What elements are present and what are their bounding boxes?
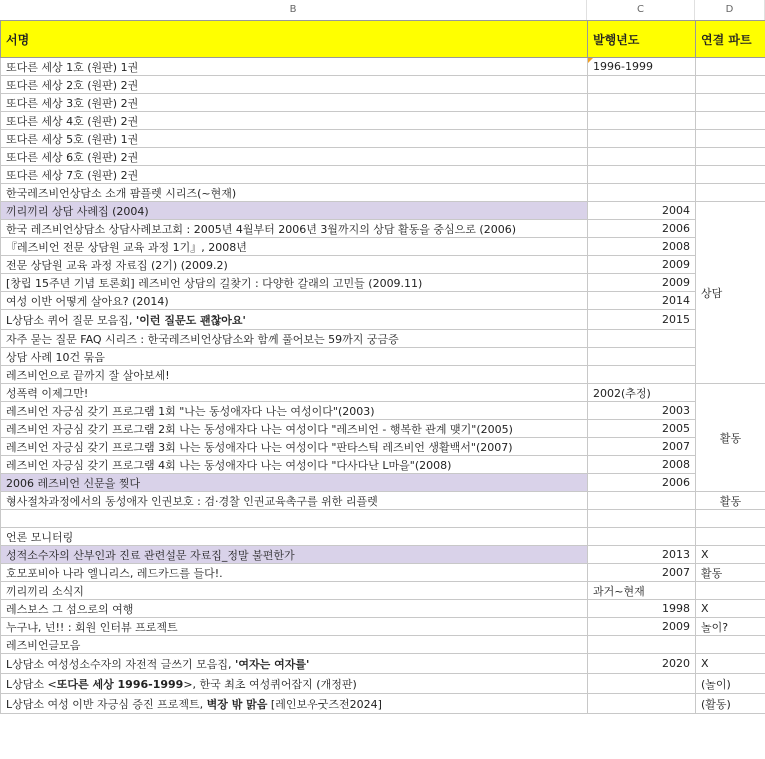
table-row bbox=[1, 166, 765, 184]
table-row bbox=[1, 674, 765, 694]
table-row bbox=[1, 238, 765, 256]
title-cell[interactable]: 한국 레즈비언상담소 상담사례보고회 : 2005년 4월부터 2006년 3월까지의 상담 활동을 중심으로 (2006) bbox=[1, 220, 588, 238]
year-cell[interactable] bbox=[588, 674, 696, 694]
part-cell[interactable] bbox=[696, 130, 765, 148]
table-row bbox=[1, 402, 765, 420]
column-header-c[interactable]: C bbox=[587, 0, 695, 20]
year-cell[interactable]: 2015 bbox=[588, 310, 696, 330]
title-cell[interactable] bbox=[1, 510, 588, 528]
part-cell[interactable] bbox=[696, 636, 765, 654]
table-row bbox=[1, 220, 765, 238]
table-row bbox=[1, 492, 765, 510]
title-cell[interactable]: L상담소 여성 이반 자긍심 증진 프로젝트, 벽장 밖 맑음 [레인보우굿즈전2024] bbox=[1, 694, 588, 714]
part-cell[interactable] bbox=[696, 582, 765, 600]
title-cell[interactable]: 끼리끼리 상담 사례집 (2004) bbox=[1, 202, 588, 220]
year-cell[interactable]: 2002(추정) bbox=[588, 384, 696, 402]
table-row bbox=[1, 256, 765, 274]
year-cell[interactable]: 1998 bbox=[588, 600, 696, 618]
column-header-d[interactable]: D bbox=[695, 0, 765, 20]
part-cell[interactable]: 놀이? bbox=[696, 618, 765, 636]
year-cell[interactable]: 2009 bbox=[588, 274, 696, 292]
year-cell[interactable] bbox=[588, 130, 696, 148]
year-cell[interactable]: 2003 bbox=[588, 402, 696, 420]
table-row bbox=[1, 694, 765, 714]
part-cell[interactable] bbox=[696, 112, 765, 130]
table-row bbox=[1, 420, 765, 438]
year-cell[interactable]: 2005 bbox=[588, 420, 696, 438]
title-cell[interactable]: 레즈비언 자긍심 갖기 프로그램 1회 "나는 동성애자다 나는 여성이다"(2003) bbox=[1, 402, 588, 420]
part-cell-counsel[interactable]: 상담 bbox=[696, 202, 765, 384]
header-part-cell[interactable]: 연결 파트 bbox=[696, 21, 765, 58]
title-cell[interactable]: L상담소 퀴어 질문 모음집, '이런 질문도 괜찮아요' bbox=[1, 310, 588, 330]
title-cell[interactable]: 성폭력 이제그만! bbox=[1, 384, 588, 402]
year-cell[interactable] bbox=[588, 528, 696, 546]
header-row bbox=[1, 21, 765, 58]
table-row bbox=[1, 654, 765, 674]
part-cell[interactable]: 활동 bbox=[696, 492, 765, 510]
year-cell[interactable] bbox=[588, 510, 696, 528]
title-cell[interactable]: 여성 이반 어떻게 살아요? (2014) bbox=[1, 292, 588, 310]
year-cell[interactable]: 2013 bbox=[588, 546, 696, 564]
year-cell[interactable]: 2006 bbox=[588, 474, 696, 492]
title-cell[interactable]: 또다른 세상 5호 (원판) 1권 bbox=[1, 130, 588, 148]
table-row bbox=[1, 202, 765, 220]
part-cell[interactable]: X bbox=[696, 654, 765, 674]
part-cell[interactable] bbox=[696, 528, 765, 546]
title-cell[interactable]: L상담소 여성성소수자의 자전적 글쓰기 모음집, '여자는 여자를' bbox=[1, 654, 588, 674]
title-cell[interactable]: 레스보스 그 섬으로의 여행 bbox=[1, 600, 588, 618]
table-row bbox=[1, 636, 765, 654]
table-row bbox=[1, 582, 765, 600]
header-year-cell[interactable]: 발행년도 bbox=[588, 21, 696, 58]
table-row bbox=[1, 112, 765, 130]
year-cell[interactable] bbox=[588, 94, 696, 112]
title-cell[interactable]: 또다른 세상 7호 (원판) 2권 bbox=[1, 166, 588, 184]
year-cell[interactable] bbox=[588, 366, 696, 384]
year-cell[interactable]: 2008 bbox=[588, 238, 696, 256]
table-row bbox=[1, 510, 765, 528]
title-cell[interactable]: 누구냐, 넌!! : 회원 인터뷰 프로젝트 bbox=[1, 618, 588, 636]
data-table bbox=[0, 20, 765, 714]
year-cell[interactable]: 2006 bbox=[588, 220, 696, 238]
table-row bbox=[1, 58, 765, 76]
table-row bbox=[1, 528, 765, 546]
title-cell[interactable]: 또다른 세상 2호 (원판) 2권 bbox=[1, 76, 588, 94]
table-row bbox=[1, 564, 765, 582]
part-cell-activity[interactable]: 활동 bbox=[696, 384, 765, 492]
title-cell[interactable]: 형사절차과정에서의 동성애자 인권보호 : 검·경찰 인권교육촉구를 위한 리플렛 bbox=[1, 492, 588, 510]
table-row bbox=[1, 274, 765, 292]
year-cell[interactable]: 2014 bbox=[588, 292, 696, 310]
title-cell[interactable]: 호모포비아 나라 엘니리스, 레드카드를 들다!. bbox=[1, 564, 588, 582]
column-header-bar bbox=[0, 0, 765, 20]
table-row bbox=[1, 366, 765, 384]
title-cell[interactable]: 레즈비언글모음 bbox=[1, 636, 588, 654]
table-row bbox=[1, 456, 765, 474]
part-cell[interactable]: (활동) bbox=[696, 694, 765, 714]
table-row bbox=[1, 184, 765, 202]
table-row bbox=[1, 76, 765, 94]
title-cell[interactable]: 레즈비언으로 끝까지 잘 살아보세! bbox=[1, 366, 588, 384]
part-cell[interactable] bbox=[696, 184, 765, 202]
header-title-cell[interactable]: 서명 bbox=[1, 21, 588, 58]
year-cell[interactable] bbox=[588, 348, 696, 366]
year-cell[interactable]: 2004 bbox=[588, 202, 696, 220]
title-cell[interactable]: 상담 사례 10건 묶음 bbox=[1, 348, 588, 366]
title-cell[interactable]: 또다른 세상 1호 (원판) 1권 bbox=[1, 58, 588, 76]
table-row bbox=[1, 348, 765, 366]
year-cell[interactable]: 과거~현재 bbox=[588, 582, 696, 600]
title-cell[interactable]: 『레즈비언 전문 상담원 교육 과정 1기』, 2008년 bbox=[1, 238, 588, 256]
part-cell[interactable]: X bbox=[696, 546, 765, 564]
table-row bbox=[1, 292, 765, 310]
part-cell[interactable] bbox=[696, 510, 765, 528]
column-header-b[interactable]: B bbox=[0, 0, 587, 20]
title-cell[interactable]: 레즈비언 자긍심 갖기 프로그램 3회 나는 동성애자다 나는 여성이다 "판타스틱 레즈비언 생활백서"(2007) bbox=[1, 438, 588, 456]
title-cell[interactable]: 끼리끼리 소식지 bbox=[1, 582, 588, 600]
part-cell[interactable] bbox=[696, 94, 765, 112]
year-cell[interactable] bbox=[588, 148, 696, 166]
year-cell[interactable] bbox=[588, 636, 696, 654]
year-cell[interactable]: 1996-1999 bbox=[588, 58, 696, 76]
part-cell[interactable]: (놀이) bbox=[696, 674, 765, 694]
year-cell[interactable] bbox=[588, 492, 696, 510]
title-cell[interactable]: 2006 레즈비언 신문을 찢다 bbox=[1, 474, 588, 492]
year-cell[interactable] bbox=[588, 184, 696, 202]
table-row bbox=[1, 474, 765, 492]
title-cell[interactable]: 언론 모니터링 bbox=[1, 528, 588, 546]
title-cell[interactable]: 성적소수자의 산부인과 진료 관련설문 자료집_정말 불편한가 bbox=[1, 546, 588, 564]
table-row bbox=[1, 600, 765, 618]
table-row bbox=[1, 94, 765, 112]
table-row bbox=[1, 310, 765, 330]
title-cell[interactable]: 레즈비언 자긍심 갖기 프로그램 2회 나는 동성애자다 나는 여성이다 "레즈비언 - 행복한 관계 맺기"(2005) bbox=[1, 420, 588, 438]
part-cell[interactable]: X bbox=[696, 600, 765, 618]
title-cell[interactable]: [창립 15주년 기념 토론회] 레즈비언 상담의 길찾기 : 다양한 갈래의 고민들 (2009.11) bbox=[1, 274, 588, 292]
title-cell[interactable]: L상담소 <또다른 세상 1996-1999>, 한국 최초 여성퀴어잡지 (개정판) bbox=[1, 674, 588, 694]
part-cell[interactable] bbox=[696, 166, 765, 184]
year-cell[interactable] bbox=[588, 112, 696, 130]
title-cell[interactable]: 또다른 세상 6호 (원판) 2권 bbox=[1, 148, 588, 166]
title-cell[interactable]: 또다른 세상 3호 (원판) 2권 bbox=[1, 94, 588, 112]
table-row bbox=[1, 546, 765, 564]
year-cell[interactable]: 2007 bbox=[588, 564, 696, 582]
year-cell[interactable] bbox=[588, 694, 696, 714]
title-cell[interactable]: 한국레즈비언상담소 소개 팜플렛 시리즈(~현재) bbox=[1, 184, 588, 202]
year-cell[interactable]: 2007 bbox=[588, 438, 696, 456]
table-row bbox=[1, 438, 765, 456]
table-row bbox=[1, 384, 765, 402]
part-cell[interactable] bbox=[696, 148, 765, 166]
year-cell[interactable]: 2020 bbox=[588, 654, 696, 674]
title-cell[interactable]: 전문 상담원 교육 과정 자료집 (2기) (2009.2) bbox=[1, 256, 588, 274]
title-cell[interactable]: 또다른 세상 4호 (원판) 2권 bbox=[1, 112, 588, 130]
table-row bbox=[1, 148, 765, 166]
table-row bbox=[1, 330, 765, 348]
year-cell[interactable]: 2009 bbox=[588, 256, 696, 274]
part-cell[interactable] bbox=[696, 76, 765, 94]
year-cell[interactable] bbox=[588, 166, 696, 184]
table-row bbox=[1, 618, 765, 636]
year-cell[interactable]: 2009 bbox=[588, 618, 696, 636]
title-cell[interactable]: 자주 묻는 질문 FAQ 시리즈 : 한국레즈비언상담소와 함께 풀어보는 59까지 궁금증 bbox=[1, 330, 588, 348]
year-cell[interactable] bbox=[588, 76, 696, 94]
part-cell[interactable] bbox=[696, 58, 765, 76]
title-cell[interactable]: 레즈비언 자긍심 갖기 프로그램 4회 나는 동성애자다 나는 여성이다 "다사다난 L마을"(2008) bbox=[1, 456, 588, 474]
year-cell[interactable]: 2008 bbox=[588, 456, 696, 474]
part-cell[interactable]: 활동 bbox=[696, 564, 765, 582]
table-row bbox=[1, 130, 765, 148]
year-cell[interactable] bbox=[588, 330, 696, 348]
